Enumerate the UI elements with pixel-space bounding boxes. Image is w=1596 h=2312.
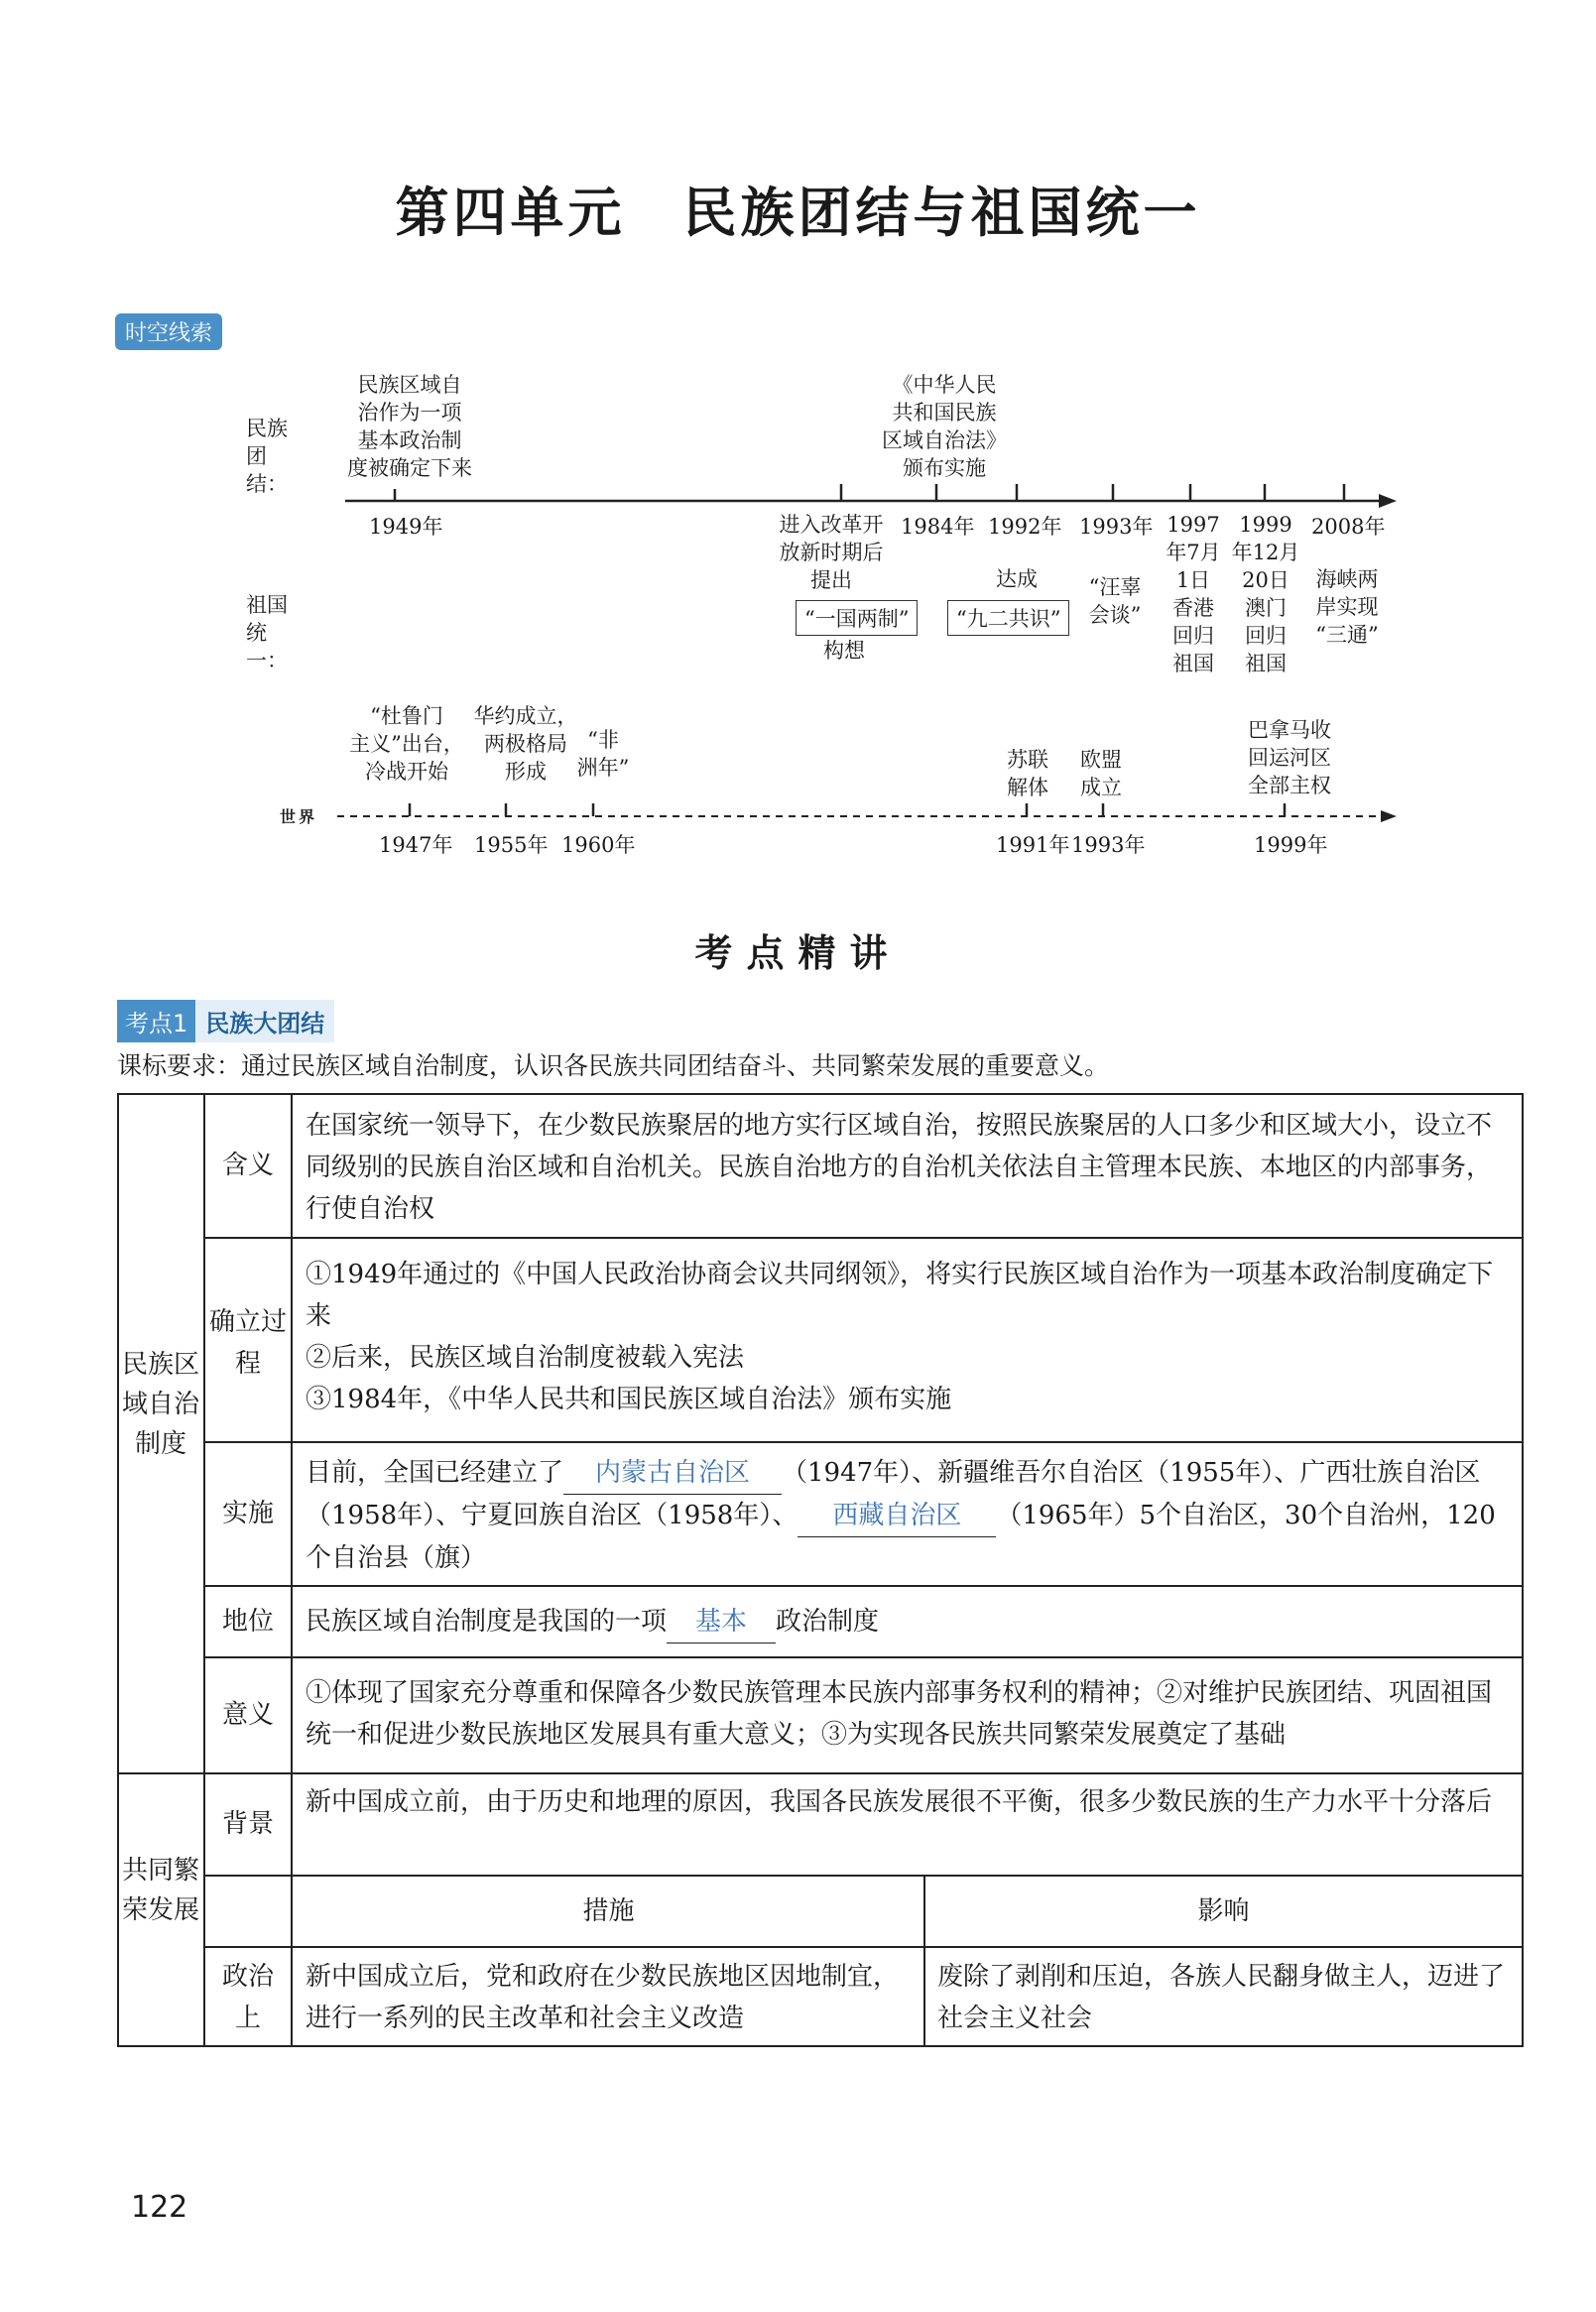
event-reform: 进入改革开 放新时期后 提出 <box>779 513 884 592</box>
header-cuoshi: 措施 <box>582 1896 635 1926</box>
jiuergongshi-box: “九二共识” <box>947 600 1069 636</box>
row-text-beijing: 新中国成立前，由于历史和地理的原因，我国各民族发展很不平衡，很多少数民族的生产力水平十分落后 <box>306 1787 1493 1817</box>
main-axis-arrow <box>1379 494 1397 508</box>
timeline-graphics <box>0 0 1596 893</box>
section-heading: 考点精讲 <box>694 931 902 975</box>
row-label-shishi: 实施 <box>221 1499 274 1528</box>
world-event-1960: “非 洲年” <box>576 728 630 780</box>
world-event-1947: “杜鲁门 主义”出台， 冷战开始 <box>349 704 464 784</box>
event-1984: 《中华人民 共和国民族 区域自治法》 颁布实施 <box>882 373 1007 480</box>
table-border-left <box>117 1093 119 2047</box>
row-label-world: 世界 <box>280 807 318 826</box>
year-1992: 1992年 <box>988 515 1062 539</box>
answer-neimenggu: 内蒙古自治区 <box>563 1452 782 1495</box>
table-border-bottom <box>117 2045 1524 2047</box>
row-label-guocheng: 确立过程 <box>208 1307 287 1379</box>
year-1949: 1949年 <box>369 515 443 539</box>
year-2008: 2008年 <box>1311 515 1386 539</box>
group-label-1: 民族区域自治制度 <box>121 1350 199 1459</box>
world-axis-arrow <box>1381 810 1397 822</box>
row-label-diwei: 地位 <box>221 1607 274 1637</box>
kaodian-header <box>117 1000 334 1042</box>
row-divider-1 <box>203 1237 1524 1239</box>
row-divider-2 <box>203 1441 1524 1443</box>
event-gouxiang: 构想 <box>823 639 865 663</box>
page-title: 第四单元 民族团结与祖国统一 <box>395 182 1201 244</box>
event-dacheng: 达成 <box>996 567 1038 591</box>
kaodian-title: 民族大团结 <box>195 1000 334 1042</box>
event-1997-hk: 1997 年7月 1日 香港 回归 祖国 <box>1166 513 1221 675</box>
group-divider <box>117 1772 1524 1774</box>
wyear-1991: 1991年 <box>996 833 1070 857</box>
row-label-beijing: 背景 <box>221 1809 274 1839</box>
row-text-diwei: 民族区域自治制度是我国的一项 基本 政治制度 <box>306 1601 1514 1643</box>
row-label-hanyi: 含义 <box>221 1151 274 1180</box>
event-1949: 民族区域自 治作为一项 基本政治制 度被确定下来 <box>347 373 472 480</box>
row-divider-5 <box>203 1875 1524 1877</box>
row-divider-3 <box>203 1585 1524 1587</box>
year-1993: 1993年 <box>1079 515 1154 539</box>
world-event-1999: 巴拿马收 回运河区 全部主权 <box>1248 718 1331 797</box>
header-yingxiang: 影响 <box>1197 1896 1250 1926</box>
world-event-1993: 欧盟 成立 <box>1080 748 1122 799</box>
group-label-2: 共同繁荣发展 <box>121 1856 199 1925</box>
row-divider-6 <box>203 1946 1524 1948</box>
page-number: 122 <box>131 2190 188 2225</box>
row-text-hanyi: 在国家统一领导下，在少数民族聚居的地方实行区域自治，按照民族聚居的人口多少和区域大小，设立不同级别的民族自治区域和自治机关。民族自治地方的自治机关依法自主管理本民族、本地区的内部事务，行使自治权 <box>306 1111 1493 1224</box>
row-text-zhengzhi-cuoshi: 新中国成立后，党和政府在少数民族地区因地制宜，进行一系列的民主改革和社会主义改造 <box>306 1962 900 2033</box>
year-1984: 1984年 <box>901 515 975 539</box>
event-wanggu: “汪辜 会谈” <box>1088 575 1142 627</box>
row-label-yiyi: 意义 <box>221 1700 274 1730</box>
row-text-yiyi: ①体现了国家充分尊重和保障各少数民族管理本民族内部事务权利的精神；②对维护民族团结、巩固祖国统一和促进少数民族地区发展具有重大意义；③为实现各民族共同繁荣发展奠定了基础 <box>306 1678 1493 1750</box>
kaodian-label: 考点1 <box>117 1000 195 1042</box>
row-label-zhengzhi: 政治上 <box>221 1962 274 2033</box>
wyear-1955: 1955年 <box>474 833 549 857</box>
row-text-guocheng: ①1949年通过的《中国人民政治协商会议共同纲领》，将实行民族区域自治作为一项基本政治制度确定下来 ②后来，民族区域自治制度被载入宪法 ③1984年，《中华人民共和国民族区域自治法》颁布实施 <box>306 1260 1494 1414</box>
row-label-minzu: 民族团结： <box>246 417 288 496</box>
table-border-top <box>117 1093 1524 1095</box>
world-event-1955: 华约成立， 两极格局 形成 <box>473 704 578 784</box>
wyear-1947: 1947年 <box>379 833 453 857</box>
row-text-shishi: 目前，全国已经建立了 内蒙古自治区 （1947年）、新疆维吾尔自治区（1955年）、广西壮族自治区（1958年）、宁夏回族自治区（1958年）、 西藏自治区 （1965年）5个自治区，30个自治州，120个自治县（旗） <box>306 1452 1514 1579</box>
answer-jiben: 基本 <box>667 1601 776 1643</box>
wyear-1993: 1993年 <box>1071 833 1146 857</box>
wyear-1960: 1960年 <box>561 833 636 857</box>
row-divider-4 <box>203 1656 1524 1658</box>
world-event-1991: 苏联 解体 <box>1007 748 1048 799</box>
row-text-zhengzhi-yingxiang: 废除了剥削和压迫，各族人民翻身做主人，迈进了社会主义社会 <box>937 1962 1506 2033</box>
event-1999-macau: 1999 年12月 20日 澳门 回归 祖国 <box>1231 513 1300 675</box>
curriculum-requirement: 课标要求：通过民族区域自治制度，认识各民族共同团结奋斗、共同繁荣发展的重要意义。 <box>117 1051 1110 1080</box>
wyear-1999: 1999年 <box>1254 833 1328 857</box>
answer-xizang: 西藏自治区 <box>798 1495 996 1537</box>
row-label-zuguo: 祖国统一： <box>246 593 288 672</box>
yiguoliangzhi-box: “一国两制” <box>796 600 918 636</box>
timeline-badge: 时空线索 <box>115 313 222 350</box>
event-2008: 海峡两 岸实现 “三通” <box>1315 567 1379 647</box>
